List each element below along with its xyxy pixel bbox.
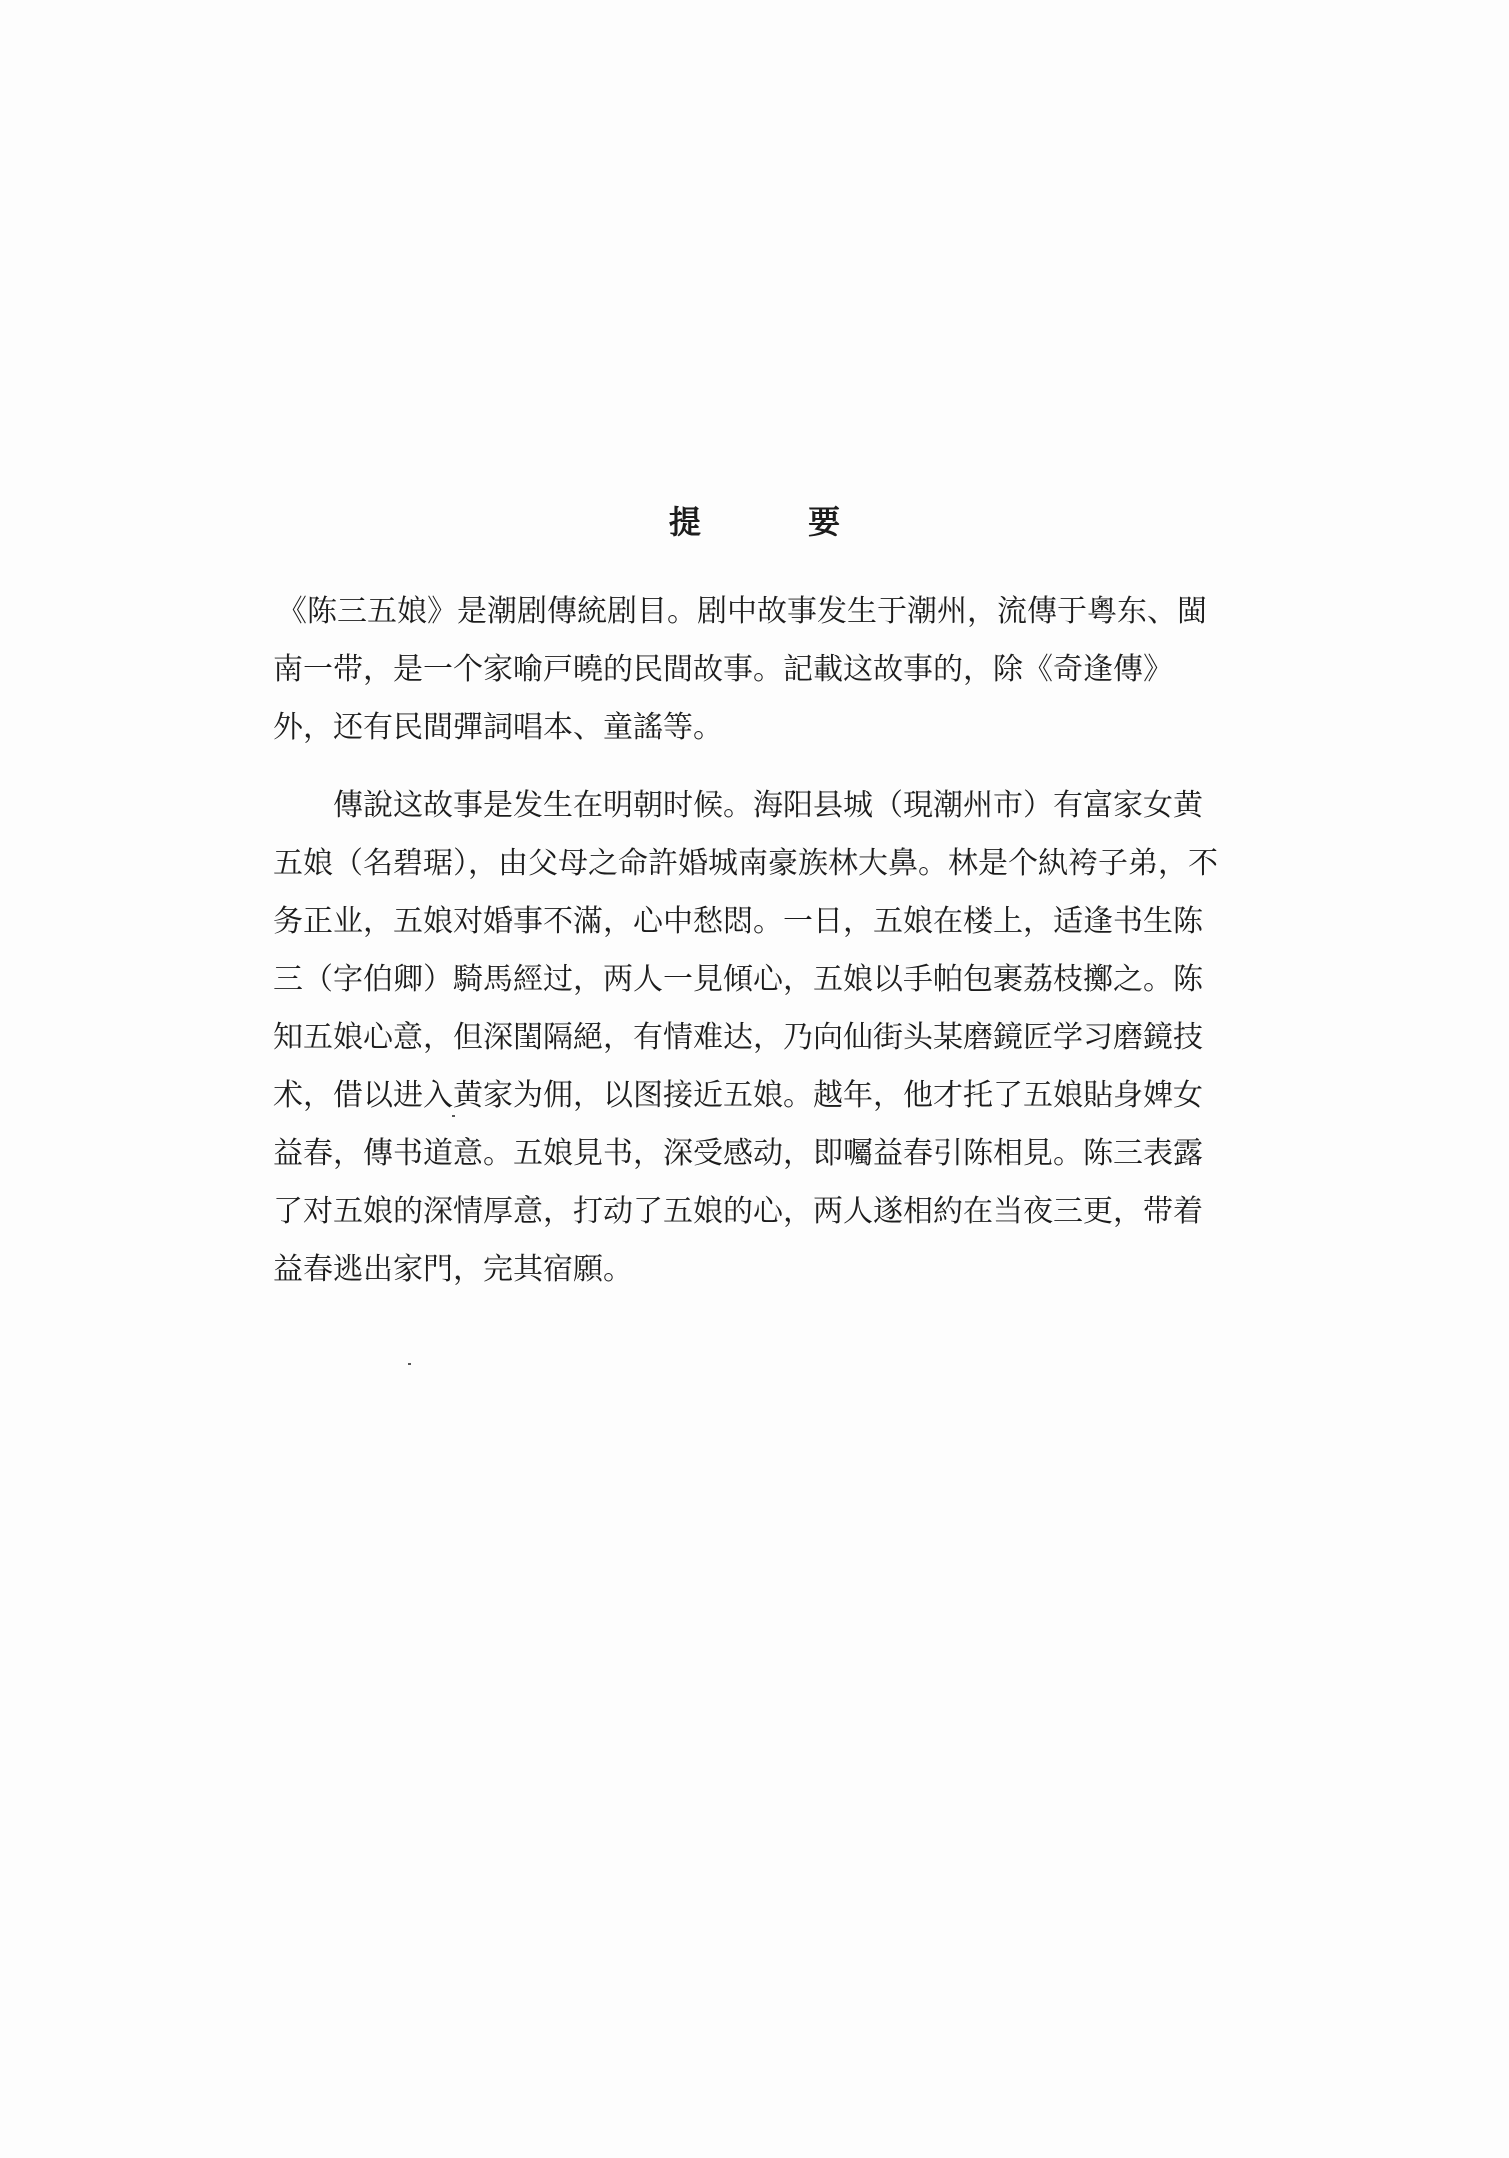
scan-speck: [408, 1363, 411, 1365]
paragraph-1: 《陈三五娘》是潮剧傳統剧目。剧中故事发生于潮州，流傳于粵东、閩南一带，是一个家喻戸曉的民間故事。記載这故事的，除《奇逢傳》外，还有民間彈詞唱本、童謠等。: [273, 594, 1207, 745]
paragraph-2: 傳說这故事是发生在明朝时候。海阳县城（現潮州市）有富家女黄五娘（名碧琚），由父母之命許婚城南豪族林大鼻。林是个紈袴子弟，不务正业，五娘对婚事不滿，心中愁悶。一日，五娘在楼上，适逢书生陈三（字伯卿）騎馬經过，两人一見傾心，五娘以手帕包裹荔枝擲之。陈知五娘心意，但深閨隔絕，有情难达，乃向仙街头某磨鏡匠学习磨鏡技术，借以进入黄家为佣，以图接近五娘。越年，他才托了五娘貼身婢女益春，傳书道意。五娘見书，深受感动，即囑益春引陈相見。陈三表露了对五娘的深情厚意，打动了五娘的心，两人遂相約在当夜三更，带着益春逃出家門，完其宿願。: [273, 788, 1218, 1287]
summary-body: [273, 583, 1221, 1319]
page-heading: 提 要: [668, 503, 889, 541]
scan-speck: [452, 1115, 455, 1117]
